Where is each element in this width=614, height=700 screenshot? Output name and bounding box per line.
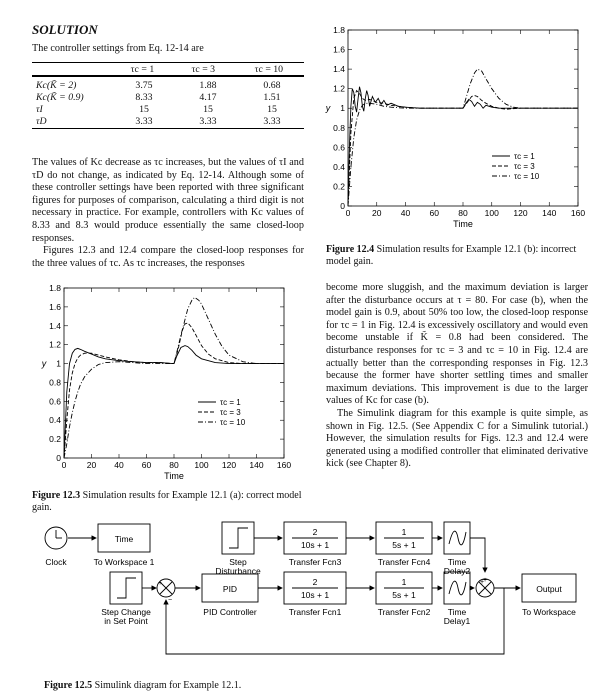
series-line-2 <box>64 323 284 458</box>
figure-12-5-simulink-diagram <box>30 508 590 676</box>
y-tick-label: 1.6 <box>333 44 345 55</box>
y-axis-label: y <box>41 358 47 369</box>
delay2-label-b: Delay2 <box>443 566 471 576</box>
x-tick-label: 140 <box>249 460 264 470</box>
step-label: Step <box>229 557 247 567</box>
y-tick-label: 0.6 <box>333 142 345 153</box>
figure-12-4-caption <box>326 244 588 268</box>
to-workspace-1-label: To Workspace 1 <box>93 557 155 567</box>
x-tick-label: 0 <box>61 460 67 470</box>
x-tick-label: 20 <box>86 460 97 470</box>
tf4-label: Transfer Fcn4 <box>377 557 431 567</box>
delay1-label-b: Delay1 <box>443 616 471 626</box>
x-axis-label: Time <box>164 471 184 481</box>
pid-label: PID Controller <box>203 607 257 617</box>
caption-number: Figure 12.3 <box>32 490 81 501</box>
time-delay1-block <box>444 572 470 604</box>
col-header: τc = 10 <box>254 63 284 75</box>
solution-heading: SOLUTION <box>32 22 98 37</box>
y-tick-label: 1.2 <box>333 83 345 94</box>
table-row: τD 3.33 3.33 3.33 <box>36 115 281 127</box>
x-tick-label: 160 <box>570 208 586 218</box>
legend-entry: τc = 10 <box>220 418 246 427</box>
table-row: Kc(K̃ = 2) 3.75 1.88 0.68 <box>36 79 281 91</box>
caption-text: Simulation results for Example 12.1 (b): incorrect model gain. <box>326 244 577 267</box>
y-tick-label: 1.6 <box>49 301 61 312</box>
y-tick-label: 1.4 <box>49 320 61 331</box>
caption-number: Figure 12.4 <box>326 244 375 255</box>
discussion-body <box>326 282 588 471</box>
x-tick-label: 100 <box>484 208 499 218</box>
figure-12-4-chart <box>308 22 590 230</box>
col-header: τc = 3 <box>191 63 216 75</box>
x-tick-label: 80 <box>169 460 179 470</box>
y-tick-label: 1.4 <box>333 64 345 75</box>
tf4-numerator: 1 <box>401 527 407 537</box>
legend-entry: τc = 10 <box>514 172 540 181</box>
y-tick-label: 1 <box>56 358 61 369</box>
y-tick-label: 0.8 <box>333 122 345 133</box>
output-block-text: Output <box>536 584 562 594</box>
x-tick-label: 40 <box>114 460 124 470</box>
x-tick-label: 60 <box>429 208 439 218</box>
caption-text: Simulation results for Example 12.1 (a): correct model gain. <box>32 490 302 513</box>
clock-label: Clock <box>45 557 67 567</box>
x-tick-label: 0 <box>345 208 351 218</box>
table-row: Kc(K̃ = 0.9) 8.33 4.17 1.51 <box>36 91 281 103</box>
svg-text:−: − <box>168 597 173 604</box>
solution-paragraph: The values of Kc decrease as τc increases, but the values of τI and τD do not change, as indicated by Eq. 12-14. Although some of these controller settings have been reported with three significant figures for purposes of comparison, calculating a third digit is not necessary in practice. For example, controllers with Kc values of 8.33 and 8.3 would produce essentially the same closed-loop responses. <box>32 157 304 244</box>
svg-text:+: + <box>480 579 485 586</box>
x-tick-label: 160 <box>276 460 292 470</box>
tf4-denominator: 5s + 1 <box>392 540 416 550</box>
y-tick-label: 0.8 <box>49 377 61 388</box>
y-tick-label: 0.2 <box>49 434 61 445</box>
tf1-numerator: 2 <box>312 577 318 587</box>
tf1-denominator: 10s + 1 <box>300 590 330 600</box>
plot-frame <box>348 30 578 206</box>
y-tick-label: 1.2 <box>49 339 61 350</box>
solution-paragraph: Figures 12.3 and 12.4 compare the closed-loop responses for the three values of τc. As τc increases, the responses <box>32 245 304 269</box>
tf3-label: Transfer Fcn3 <box>288 557 342 567</box>
series-line-3 <box>64 297 284 458</box>
step-change-label-b: in Set Point <box>104 616 148 626</box>
tf2-denominator: 5s + 1 <box>392 590 416 600</box>
tf2-label: Transfer Fcn2 <box>377 607 431 617</box>
x-tick-label: 40 <box>400 208 411 218</box>
x-tick-label: 20 <box>372 208 382 218</box>
plot-frame <box>64 288 284 458</box>
y-tick-label: 1.8 <box>49 284 61 293</box>
legend-entry: τc = 1 <box>220 398 241 407</box>
y-axis-label: y <box>325 103 331 114</box>
y-tick-label: 0.6 <box>49 396 61 407</box>
discussion-paragraph: The Simulink diagram for this example is quite simple, as shown in Fig. 12.5. (See Appendix C for a Simulink tutorial.) However, the simulation results for Figs. 12.3 and 12.4 were generated using a modified controller that eliminated derivative kick (see Chapter 8). <box>326 407 588 470</box>
time-block-text: Time <box>114 534 134 544</box>
series-line-3 <box>348 69 578 206</box>
tf3-denominator: 10s + 1 <box>300 540 330 550</box>
col-header: τc = 1 <box>130 63 155 75</box>
caption-text: Simulink diagram for Example 12.1. <box>94 680 242 691</box>
to-workspace-label: To Workspace <box>522 607 576 617</box>
x-tick-label: 60 <box>141 460 152 470</box>
svg-text:+: + <box>483 577 488 584</box>
time-delay2-block <box>444 522 470 554</box>
table-row: τI 15 15 15 <box>36 103 277 115</box>
pid-block-text: PID <box>222 584 238 594</box>
y-tick-label: 1.8 <box>333 25 345 35</box>
svg-text:+: + <box>158 580 163 587</box>
figure-12-5-caption <box>44 680 584 692</box>
solution-body <box>32 157 304 270</box>
step-change-label-a: Step Change <box>101 607 151 617</box>
tf3-numerator: 2 <box>312 527 318 537</box>
x-tick-label: 140 <box>542 208 557 218</box>
y-tick-label: 0.4 <box>49 415 61 426</box>
delay2-label-a: Time <box>447 557 467 567</box>
controller-settings-table <box>32 62 304 129</box>
figure-12-3-chart <box>28 284 292 484</box>
x-tick-label: 80 <box>458 208 468 218</box>
legend-entry: τc = 3 <box>514 162 535 171</box>
x-axis-label: Time <box>453 219 473 229</box>
y-tick-label: 0 <box>56 453 61 463</box>
y-tick-label: 0 <box>340 201 345 211</box>
tf1-label: Transfer Fcn1 <box>288 607 342 617</box>
disturbance-label: Disturbance <box>215 566 261 576</box>
series-line-1 <box>348 87 578 206</box>
tf2-numerator: 1 <box>401 577 407 587</box>
legend-entry: τc = 3 <box>220 408 241 417</box>
x-tick-label: 120 <box>221 460 237 470</box>
caption-number: Figure 12.5 <box>44 680 93 691</box>
y-tick-label: 0.4 <box>333 161 345 172</box>
discussion-paragraph: become more sluggish, and the maximum deviation is larger after the disturbance occurs at τ = 80. For case (b), when the model gain is 0.9, about 50% too low, the closed-loop response for τc = 1 in Fig. 12.4 is excessively oscillatory and would even become unstable if K̃ = 0.8 had been considered. The disturbance responses for τc = 3 and τc = 10 in Fig. 12.4 are actually better than the corresponding responses in Fig. 12.3 because the former have shorter settling times and smaller maximum deviations. This improvement is due to the larger values of Kc for case (b). <box>326 282 588 407</box>
legend-entry: τc = 1 <box>514 152 535 161</box>
x-tick-label: 120 <box>513 208 528 218</box>
y-tick-label: 1 <box>340 103 345 114</box>
delay1-label-a: Time <box>447 607 467 617</box>
solution-intro: The controller settings from Eq. 12-14 are <box>32 43 204 54</box>
y-tick-label: 0.2 <box>333 181 345 192</box>
x-tick-label: 100 <box>194 460 209 470</box>
